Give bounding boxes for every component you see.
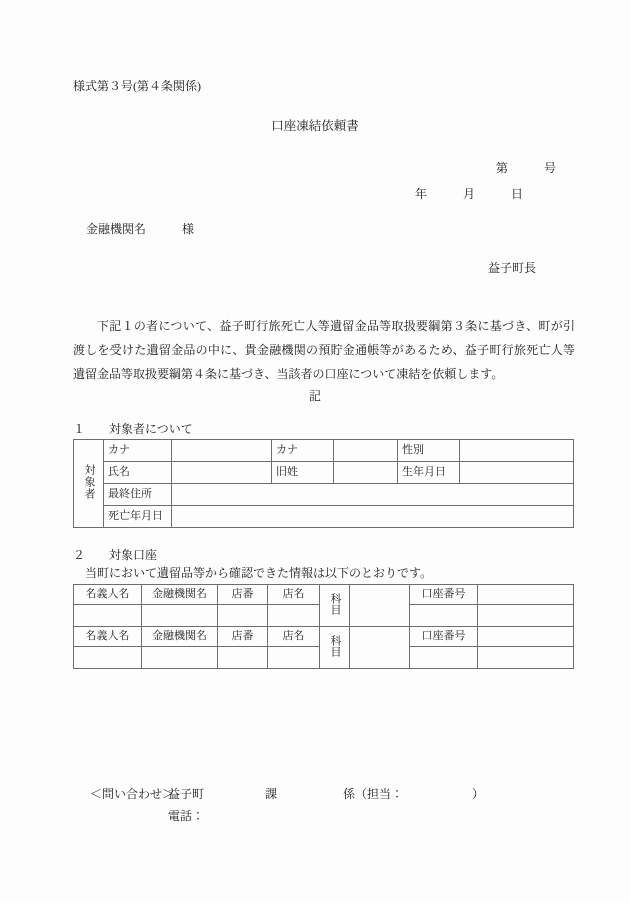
contact-tel-label: 電話：	[168, 809, 205, 823]
page-title: 口座凍結依頼書	[271, 119, 359, 133]
account-number-value-blank-2[interactable]	[478, 647, 574, 669]
last-address-label: 最終住所	[104, 484, 172, 506]
kamoku-label-text-1: 科目	[329, 592, 341, 615]
document-number-line: 第 号	[495, 161, 556, 175]
bank-name-header-2: 金融機関名	[142, 627, 218, 647]
accounts-table	[73, 584, 574, 669]
addressee-line: 金融機関名 様	[86, 222, 195, 236]
name-label: 氏名	[104, 462, 172, 484]
branch-no-header-1: 店番	[218, 585, 268, 605]
subject-row-label	[74, 440, 104, 528]
birthdate-label: 生年月日	[398, 462, 460, 484]
issuer-name: 益子町長	[487, 261, 536, 275]
former-surname-value[interactable]	[334, 462, 398, 484]
contact-section-charge: 係（担当：	[343, 787, 404, 801]
birthdate-value[interactable]	[460, 462, 574, 484]
section-2-subheading: 当町において遺留品等から確認できた情報は以下のとおりです。	[85, 566, 433, 580]
death-date-label: 死亡年月日	[104, 506, 172, 528]
name-value[interactable]	[172, 462, 272, 484]
kamoku-label-1	[320, 585, 350, 627]
table-row	[74, 462, 574, 484]
document-date-line: 年 月 日	[414, 187, 523, 201]
kamoku-value-1[interactable]	[350, 585, 410, 627]
contact-town: 益子町	[168, 787, 205, 801]
gender-label: 性別	[398, 440, 460, 462]
ki-mark: 記	[308, 389, 321, 403]
branch-name-value-2[interactable]	[268, 647, 320, 669]
table-row	[74, 484, 574, 506]
bank-name-value-2[interactable]	[142, 647, 218, 669]
kana-value-2[interactable]	[334, 440, 398, 462]
account-number-value-1[interactable]	[478, 585, 574, 605]
bank-name-value-1[interactable]	[142, 605, 218, 627]
account-number-value-2[interactable]	[478, 627, 574, 647]
contact-division: 課	[265, 787, 278, 801]
account-number-label-blank-1[interactable]	[410, 605, 478, 627]
table-row	[74, 506, 574, 528]
section-2-heading: ２ 対象口座	[73, 548, 158, 562]
kamoku-label-2	[320, 627, 350, 669]
kamoku-value-2[interactable]	[350, 627, 410, 669]
section-1-heading: １ 対象者について	[73, 422, 193, 436]
table-row	[74, 440, 574, 462]
account-number-value-blank-1[interactable]	[478, 605, 574, 627]
subject-row-label-text: 対象者	[83, 463, 95, 500]
contact-close-paren: ）	[472, 787, 485, 801]
account-number-label-2: 口座番号	[410, 627, 478, 647]
account-name-header-2: 名義人名	[74, 627, 142, 647]
branch-no-header-2: 店番	[218, 627, 268, 647]
kana-label-1: カナ	[104, 440, 172, 462]
branch-name-value-1[interactable]	[268, 605, 320, 627]
branch-no-value-1[interactable]	[218, 605, 268, 627]
table-row	[74, 585, 574, 605]
contact-label: ＜問い合わせ＞	[90, 787, 175, 801]
last-address-value[interactable]	[172, 484, 574, 506]
kana-label-2: カナ	[272, 440, 334, 462]
account-name-header-1: 名義人名	[74, 585, 142, 605]
death-date-value[interactable]	[172, 506, 574, 528]
account-number-label-blank-2[interactable]	[410, 647, 478, 669]
account-number-label-1: 口座番号	[410, 585, 478, 605]
former-surname-label: 旧姓	[272, 462, 334, 484]
gender-value[interactable]	[460, 440, 574, 462]
branch-no-value-2[interactable]	[218, 647, 268, 669]
branch-name-header-1: 店名	[268, 585, 320, 605]
account-name-value-1[interactable]	[74, 605, 142, 627]
kana-value-1[interactable]	[172, 440, 272, 462]
form-number: 様式第３号(第４条関係)	[73, 79, 201, 93]
account-name-value-2[interactable]	[74, 647, 142, 669]
kamoku-label-text-2: 科目	[329, 634, 341, 657]
body-paragraph: 下記１の者について、益子町行旅死亡人等遺留金品等取扱要綱第３条に基づき、町が引渡しを受けた遺留金品の中に、貴金融機関の預貯金通帳等があるため、益子町行旅死亡人等遺留金品等取扱要綱第４条に基づき、当該者の口座について凍結を依頼します。	[73, 319, 575, 381]
branch-name-header-2: 店名	[268, 627, 320, 647]
table-row	[74, 627, 574, 647]
bank-name-header-1: 金融機関名	[142, 585, 218, 605]
subject-table	[73, 439, 574, 528]
